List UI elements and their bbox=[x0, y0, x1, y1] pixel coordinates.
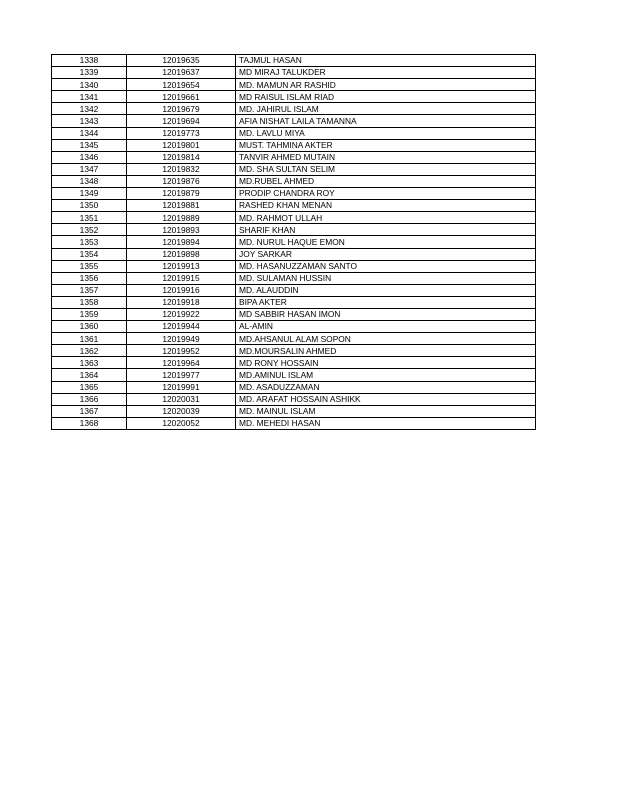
name-cell: MUST. TAHMINA AKTER bbox=[236, 139, 536, 151]
roster-table-body bbox=[52, 55, 536, 430]
table-row bbox=[52, 79, 536, 91]
registration-id-cell: 12019952 bbox=[127, 345, 236, 357]
registration-id-cell: 12019832 bbox=[127, 163, 236, 175]
name-cell: MD. ALAUDDIN bbox=[236, 284, 536, 296]
name-cell: AL-AMIN bbox=[236, 321, 536, 333]
table-row bbox=[52, 200, 536, 212]
registration-id-cell: 12019913 bbox=[127, 260, 236, 272]
name-cell: MD.MOURSALIN AHMED bbox=[236, 345, 536, 357]
name-cell: MD.AHSANUL ALAM SOPON bbox=[236, 333, 536, 345]
name-cell: SHARIF KHAN bbox=[236, 224, 536, 236]
table-row bbox=[52, 224, 536, 236]
registration-id-cell: 12019881 bbox=[127, 200, 236, 212]
name-cell: MD. ARAFAT HOSSAIN ASHIKK bbox=[236, 393, 536, 405]
name-cell: MD SABBIR HASAN IMON bbox=[236, 308, 536, 320]
name-cell: MD.RUBEL AHMED bbox=[236, 175, 536, 187]
table-row bbox=[52, 345, 536, 357]
name-cell: MD. MAINUL ISLAM bbox=[236, 405, 536, 417]
table-row bbox=[52, 417, 536, 429]
table-row bbox=[52, 248, 536, 260]
table-row bbox=[52, 127, 536, 139]
serial-number-cell: 1350 bbox=[52, 200, 127, 212]
serial-number-cell: 1353 bbox=[52, 236, 127, 248]
serial-number-cell: 1358 bbox=[52, 296, 127, 308]
name-cell: MD RAISUL ISLAM RIAD bbox=[236, 91, 536, 103]
table-row bbox=[52, 163, 536, 175]
serial-number-cell: 1364 bbox=[52, 369, 127, 381]
registration-id-cell: 12019918 bbox=[127, 296, 236, 308]
registration-id-cell: 12020052 bbox=[127, 417, 236, 429]
registration-id-cell: 12019679 bbox=[127, 103, 236, 115]
name-cell: TANVIR AHMED MUTAIN bbox=[236, 151, 536, 163]
serial-number-cell: 1360 bbox=[52, 321, 127, 333]
name-cell: MD. RAHMOT ULLAH bbox=[236, 212, 536, 224]
table-row bbox=[52, 103, 536, 115]
serial-number-cell: 1355 bbox=[52, 260, 127, 272]
name-cell: BIPA AKTER bbox=[236, 296, 536, 308]
registration-id-cell: 12019991 bbox=[127, 381, 236, 393]
serial-number-cell: 1368 bbox=[52, 417, 127, 429]
name-cell: JOY SARKAR bbox=[236, 248, 536, 260]
serial-number-cell: 1343 bbox=[52, 115, 127, 127]
name-cell: MD. JAHIRUL ISLAM bbox=[236, 103, 536, 115]
registration-id-cell: 12019922 bbox=[127, 308, 236, 320]
table-row bbox=[52, 55, 536, 67]
serial-number-cell: 1349 bbox=[52, 188, 127, 200]
table-row bbox=[52, 67, 536, 79]
table-row bbox=[52, 91, 536, 103]
serial-number-cell: 1341 bbox=[52, 91, 127, 103]
table-row bbox=[52, 236, 536, 248]
serial-number-cell: 1342 bbox=[52, 103, 127, 115]
table-row bbox=[52, 188, 536, 200]
serial-number-cell: 1362 bbox=[52, 345, 127, 357]
table-row bbox=[52, 212, 536, 224]
serial-number-cell: 1346 bbox=[52, 151, 127, 163]
serial-number-cell: 1363 bbox=[52, 357, 127, 369]
registration-id-cell: 12019879 bbox=[127, 188, 236, 200]
table-row bbox=[52, 321, 536, 333]
table-row bbox=[52, 175, 536, 187]
name-cell: MD. ASADUZZAMAN bbox=[236, 381, 536, 393]
table-row bbox=[52, 308, 536, 320]
registration-id-cell: 12019635 bbox=[127, 55, 236, 67]
registration-id-cell: 12019801 bbox=[127, 139, 236, 151]
name-cell: RASHED KHAN MENAN bbox=[236, 200, 536, 212]
registration-id-cell: 12019654 bbox=[127, 79, 236, 91]
roster-table bbox=[51, 54, 536, 430]
name-cell: MD RONY HOSSAIN bbox=[236, 357, 536, 369]
serial-number-cell: 1354 bbox=[52, 248, 127, 260]
name-cell: MD. MEHEDI HASAN bbox=[236, 417, 536, 429]
serial-number-cell: 1344 bbox=[52, 127, 127, 139]
registration-id-cell: 12020031 bbox=[127, 393, 236, 405]
registration-id-cell: 12019915 bbox=[127, 272, 236, 284]
registration-id-cell: 12019814 bbox=[127, 151, 236, 163]
table-row bbox=[52, 139, 536, 151]
registration-id-cell: 12019944 bbox=[127, 321, 236, 333]
serial-number-cell: 1339 bbox=[52, 67, 127, 79]
registration-id-cell: 12019773 bbox=[127, 127, 236, 139]
registration-id-cell: 12020039 bbox=[127, 405, 236, 417]
serial-number-cell: 1367 bbox=[52, 405, 127, 417]
table-row bbox=[52, 284, 536, 296]
serial-number-cell: 1348 bbox=[52, 175, 127, 187]
name-cell: MD. SULAMAN HUSSIN bbox=[236, 272, 536, 284]
table-row bbox=[52, 405, 536, 417]
table-row bbox=[52, 381, 536, 393]
name-cell: AFIA NISHAT LAILA TAMANNA bbox=[236, 115, 536, 127]
name-cell: MD. SHA SULTAN SELIM bbox=[236, 163, 536, 175]
registration-id-cell: 12019898 bbox=[127, 248, 236, 260]
table-row bbox=[52, 393, 536, 405]
table-row bbox=[52, 357, 536, 369]
serial-number-cell: 1352 bbox=[52, 224, 127, 236]
serial-number-cell: 1357 bbox=[52, 284, 127, 296]
name-cell: MD. LAVLU MIYA bbox=[236, 127, 536, 139]
serial-number-cell: 1345 bbox=[52, 139, 127, 151]
name-cell: MD. MAMUN AR RASHID bbox=[236, 79, 536, 91]
serial-number-cell: 1340 bbox=[52, 79, 127, 91]
registration-id-cell: 12019694 bbox=[127, 115, 236, 127]
table-row bbox=[52, 115, 536, 127]
serial-number-cell: 1365 bbox=[52, 381, 127, 393]
name-cell: MD MIRAJ TALUKDER bbox=[236, 67, 536, 79]
serial-number-cell: 1347 bbox=[52, 163, 127, 175]
serial-number-cell: 1356 bbox=[52, 272, 127, 284]
table-row bbox=[52, 296, 536, 308]
registration-id-cell: 12019964 bbox=[127, 357, 236, 369]
name-cell: MD.AMINUL ISLAM bbox=[236, 369, 536, 381]
name-cell: TAJMUL HASAN bbox=[236, 55, 536, 67]
name-cell: MD. NURUL HAQUE EMON bbox=[236, 236, 536, 248]
table-row bbox=[52, 333, 536, 345]
registration-id-cell: 12019894 bbox=[127, 236, 236, 248]
serial-number-cell: 1366 bbox=[52, 393, 127, 405]
registration-id-cell: 12019876 bbox=[127, 175, 236, 187]
registration-id-cell: 12019977 bbox=[127, 369, 236, 381]
registration-id-cell: 12019889 bbox=[127, 212, 236, 224]
registration-id-cell: 12019893 bbox=[127, 224, 236, 236]
registration-id-cell: 12019949 bbox=[127, 333, 236, 345]
table-row bbox=[52, 272, 536, 284]
table-row bbox=[52, 151, 536, 163]
registration-id-cell: 12019916 bbox=[127, 284, 236, 296]
name-cell: PRODIP CHANDRA ROY bbox=[236, 188, 536, 200]
serial-number-cell: 1361 bbox=[52, 333, 127, 345]
serial-number-cell: 1351 bbox=[52, 212, 127, 224]
registration-id-cell: 12019637 bbox=[127, 67, 236, 79]
table-row bbox=[52, 369, 536, 381]
table-row bbox=[52, 260, 536, 272]
registration-id-cell: 12019661 bbox=[127, 91, 236, 103]
serial-number-cell: 1338 bbox=[52, 55, 127, 67]
name-cell: MD. HASANUZZAMAN SANTO bbox=[236, 260, 536, 272]
serial-number-cell: 1359 bbox=[52, 308, 127, 320]
